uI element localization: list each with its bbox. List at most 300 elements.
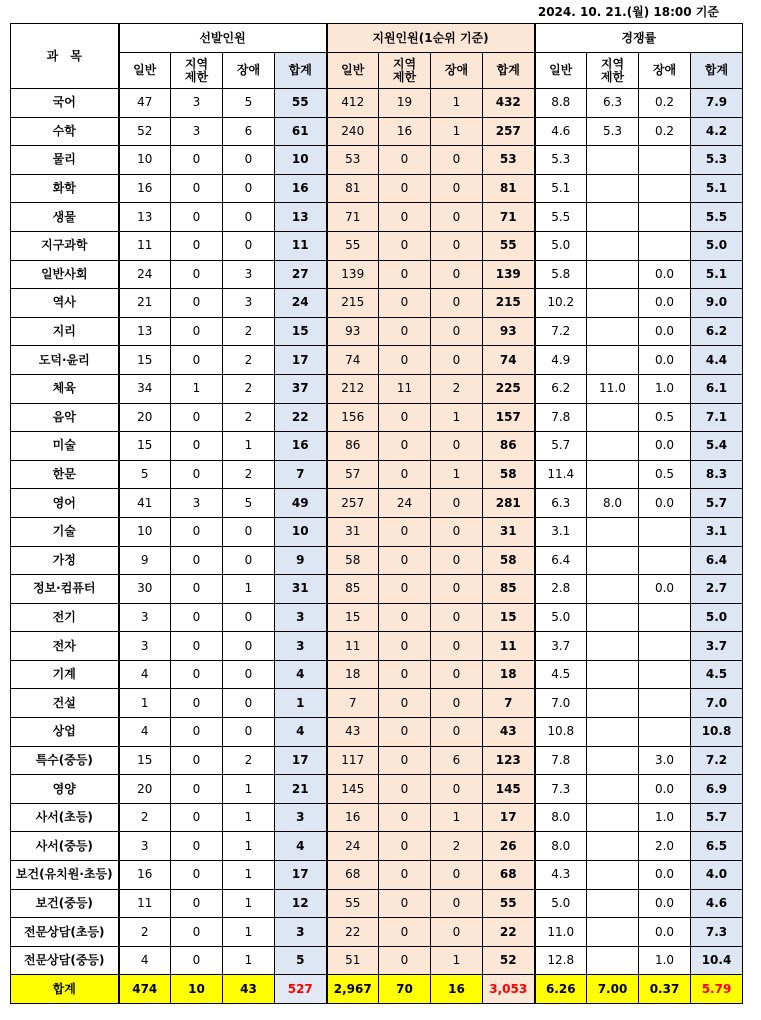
ratio-cell: 3.7	[691, 632, 743, 661]
selected-cell: 4	[275, 832, 327, 861]
selected-cell: 0	[223, 517, 275, 546]
selected-cell: 3	[275, 918, 327, 947]
subject-cell: 전문상담(초등)	[11, 918, 119, 947]
table-row	[11, 403, 743, 432]
ratio-cell	[587, 718, 639, 747]
applicant-cell: 0	[379, 746, 431, 775]
selected-cell: 27	[275, 260, 327, 289]
ratio-cell	[587, 346, 639, 375]
applicant-cell: 53	[327, 146, 379, 175]
ratio-cell: 0.0	[639, 918, 691, 947]
selected-cell: 3	[275, 632, 327, 661]
applicant-cell: 281	[483, 489, 535, 518]
applicant-cell: 0	[431, 632, 483, 661]
ratio-cell	[587, 546, 639, 575]
selected-cell: 16	[119, 174, 171, 203]
header-disabled: 장애	[431, 53, 483, 89]
selected-cell: 0	[171, 146, 223, 175]
header-applicants: 지원인원(1순위 기준)	[327, 24, 535, 53]
ratio-cell	[639, 718, 691, 747]
applicant-cell: 412	[327, 89, 379, 118]
selected-cell: 17	[275, 861, 327, 890]
applicant-cell: 2	[431, 374, 483, 403]
ratio-cell: 3.1	[691, 517, 743, 546]
ratio-cell: 5.7	[691, 489, 743, 518]
applicant-cell: 11	[483, 632, 535, 661]
applicant-cell: 18	[483, 660, 535, 689]
selected-cell: 15	[119, 746, 171, 775]
ratio-cell: 0.5	[639, 403, 691, 432]
applicant-cell: 53	[483, 146, 535, 175]
selected-cell: 61	[275, 117, 327, 146]
ratio-cell: 4.6	[535, 117, 587, 146]
subject-cell: 전문상담(중등)	[11, 946, 119, 975]
ratio-cell: 5.1	[535, 174, 587, 203]
total-cell: 10	[171, 975, 223, 1004]
header-general: 일반	[119, 53, 171, 89]
applicant-cell: 0	[431, 603, 483, 632]
applicant-cell: 31	[327, 517, 379, 546]
competition-table	[10, 23, 743, 1004]
ratio-cell	[639, 174, 691, 203]
applicant-cell: 0	[379, 632, 431, 661]
ratio-cell: 0.0	[639, 432, 691, 461]
ratio-cell: 11.0	[535, 918, 587, 947]
applicant-cell: 18	[327, 660, 379, 689]
ratio-cell: 6.2	[691, 317, 743, 346]
selected-cell: 24	[275, 289, 327, 318]
subject-cell: 지리	[11, 317, 119, 346]
applicant-cell: 71	[483, 203, 535, 232]
applicant-cell: 58	[327, 546, 379, 575]
applicant-cell: 86	[483, 432, 535, 461]
total-cell: 0.37	[639, 975, 691, 1004]
applicant-cell: 0	[431, 546, 483, 575]
selected-cell: 7	[275, 460, 327, 489]
selected-cell: 9	[275, 546, 327, 575]
subject-cell: 물리	[11, 146, 119, 175]
subject-cell: 영양	[11, 775, 119, 804]
applicant-cell: 0	[431, 889, 483, 918]
applicant-cell: 86	[327, 432, 379, 461]
applicant-cell: 0	[431, 575, 483, 604]
applicant-cell: 156	[327, 403, 379, 432]
total-label: 합계	[11, 975, 119, 1004]
applicant-cell: 43	[483, 718, 535, 747]
applicant-cell: 0	[379, 889, 431, 918]
header-general: 일반	[327, 53, 379, 89]
ratio-cell: 5.7	[691, 803, 743, 832]
table-row	[11, 832, 743, 861]
applicant-cell: 85	[327, 575, 379, 604]
selected-cell: 3	[119, 632, 171, 661]
applicant-cell: 1	[431, 403, 483, 432]
applicant-cell: 139	[483, 260, 535, 289]
applicant-cell: 17	[483, 803, 535, 832]
applicant-cell: 0	[379, 946, 431, 975]
applicant-cell: 432	[483, 89, 535, 118]
applicant-cell: 68	[483, 861, 535, 890]
applicant-cell: 7	[483, 689, 535, 718]
applicant-cell: 0	[379, 546, 431, 575]
selected-cell: 0	[171, 918, 223, 947]
selected-cell: 15	[119, 432, 171, 461]
applicant-cell: 257	[483, 117, 535, 146]
ratio-cell: 6.4	[691, 546, 743, 575]
selected-cell: 0	[223, 718, 275, 747]
ratio-cell: 4.9	[535, 346, 587, 375]
selected-cell: 0	[171, 946, 223, 975]
ratio-cell	[639, 517, 691, 546]
ratio-cell	[587, 803, 639, 832]
ratio-cell	[587, 775, 639, 804]
applicant-cell: 0	[379, 660, 431, 689]
applicant-cell: 0	[431, 346, 483, 375]
selected-cell: 20	[119, 775, 171, 804]
subject-cell: 특수(중등)	[11, 746, 119, 775]
applicant-cell: 0	[431, 260, 483, 289]
applicant-cell: 57	[327, 460, 379, 489]
selected-cell: 30	[119, 575, 171, 604]
subject-cell: 상업	[11, 718, 119, 747]
subject-cell: 가정	[11, 546, 119, 575]
ratio-cell: 5.3	[535, 146, 587, 175]
selected-cell: 17	[275, 746, 327, 775]
applicant-cell: 58	[483, 460, 535, 489]
selected-cell: 20	[119, 403, 171, 432]
selected-cell: 0	[171, 775, 223, 804]
header-regional: 지역 제한	[587, 53, 639, 89]
ratio-cell	[587, 660, 639, 689]
ratio-cell: 4.3	[535, 861, 587, 890]
ratio-cell	[587, 746, 639, 775]
applicant-cell: 24	[327, 832, 379, 861]
applicant-cell: 212	[327, 374, 379, 403]
applicant-cell: 11	[327, 632, 379, 661]
ratio-cell	[587, 174, 639, 203]
subject-cell: 정보·컴퓨터	[11, 575, 119, 604]
selected-cell: 2	[223, 374, 275, 403]
selected-cell: 1	[223, 861, 275, 890]
selected-cell: 0	[223, 146, 275, 175]
ratio-cell	[587, 231, 639, 260]
ratio-cell: 6.2	[535, 374, 587, 403]
ratio-cell: 8.3	[691, 460, 743, 489]
ratio-cell: 6.4	[535, 546, 587, 575]
applicant-cell: 0	[431, 918, 483, 947]
subject-cell: 사서(중등)	[11, 832, 119, 861]
applicant-cell: 0	[431, 861, 483, 890]
applicant-cell: 81	[483, 174, 535, 203]
selected-cell: 1	[223, 803, 275, 832]
selected-cell: 1	[223, 775, 275, 804]
ratio-cell: 4.2	[691, 117, 743, 146]
applicant-cell: 43	[327, 718, 379, 747]
ratio-cell: 5.1	[691, 174, 743, 203]
ratio-cell: 5.0	[691, 603, 743, 632]
applicant-cell: 145	[483, 775, 535, 804]
applicant-cell: 0	[431, 660, 483, 689]
selected-cell: 3	[223, 289, 275, 318]
ratio-cell: 8.0	[535, 803, 587, 832]
ratio-cell: 3.0	[639, 746, 691, 775]
total-cell: 70	[379, 975, 431, 1004]
selected-cell: 0	[171, 346, 223, 375]
ratio-cell	[587, 861, 639, 890]
ratio-cell: 0.0	[639, 575, 691, 604]
selected-cell: 3	[171, 89, 223, 118]
subject-cell: 건설	[11, 689, 119, 718]
ratio-cell: 5.1	[691, 260, 743, 289]
applicant-cell: 0	[379, 432, 431, 461]
selected-cell: 0	[223, 689, 275, 718]
ratio-cell: 11.4	[535, 460, 587, 489]
ratio-cell	[639, 203, 691, 232]
selected-cell: 1	[119, 689, 171, 718]
applicant-cell: 0	[431, 289, 483, 318]
total-cell: 3,053	[483, 975, 535, 1004]
selected-cell: 0	[171, 403, 223, 432]
applicant-cell: 240	[327, 117, 379, 146]
ratio-cell: 3.7	[535, 632, 587, 661]
selected-cell: 2	[119, 918, 171, 947]
selected-cell: 55	[275, 89, 327, 118]
selected-cell: 6	[223, 117, 275, 146]
applicant-cell: 215	[327, 289, 379, 318]
selected-cell: 10	[119, 146, 171, 175]
ratio-cell	[587, 517, 639, 546]
total-cell: 2,967	[327, 975, 379, 1004]
ratio-cell	[587, 460, 639, 489]
applicant-cell: 139	[327, 260, 379, 289]
ratio-cell: 0.0	[639, 260, 691, 289]
total-cell: 474	[119, 975, 171, 1004]
ratio-cell: 9.0	[691, 289, 743, 318]
selected-cell: 10	[275, 146, 327, 175]
total-cell: 5.79	[691, 975, 743, 1004]
ratio-cell: 10.2	[535, 289, 587, 318]
table-row	[11, 231, 743, 260]
selected-cell: 0	[223, 174, 275, 203]
applicant-cell: 93	[483, 317, 535, 346]
selected-cell: 3	[171, 489, 223, 518]
applicant-cell: 15	[327, 603, 379, 632]
selected-cell: 24	[119, 260, 171, 289]
selected-cell: 0	[171, 803, 223, 832]
subject-cell: 화학	[11, 174, 119, 203]
applicant-cell: 0	[379, 517, 431, 546]
ratio-cell: 7.3	[691, 918, 743, 947]
ratio-cell: 1.0	[639, 803, 691, 832]
selected-cell: 11	[119, 231, 171, 260]
applicant-cell: 31	[483, 517, 535, 546]
ratio-cell: 8.0	[535, 832, 587, 861]
selected-cell: 2	[223, 460, 275, 489]
header-total: 합계	[275, 53, 327, 89]
ratio-cell: 5.0	[691, 231, 743, 260]
table-row	[11, 918, 743, 947]
selected-cell: 16	[119, 861, 171, 890]
applicant-cell: 0	[379, 289, 431, 318]
total-cell: 6.26	[535, 975, 587, 1004]
table-row	[11, 603, 743, 632]
ratio-cell: 7.1	[691, 403, 743, 432]
ratio-cell	[587, 260, 639, 289]
selected-cell: 0	[171, 546, 223, 575]
ratio-cell: 2.8	[535, 575, 587, 604]
subject-cell: 기계	[11, 660, 119, 689]
ratio-cell	[639, 632, 691, 661]
table-row	[11, 346, 743, 375]
selected-cell: 11	[119, 889, 171, 918]
applicant-cell: 51	[327, 946, 379, 975]
selected-cell: 0	[171, 832, 223, 861]
applicant-cell: 58	[483, 546, 535, 575]
ratio-cell: 4.5	[691, 660, 743, 689]
applicant-cell: 0	[379, 689, 431, 718]
table-row	[11, 146, 743, 175]
table-row	[11, 174, 743, 203]
selected-cell: 15	[119, 346, 171, 375]
header-total: 합계	[691, 53, 743, 89]
selected-cell: 16	[275, 432, 327, 461]
selected-cell: 0	[171, 861, 223, 890]
applicant-cell: 0	[379, 603, 431, 632]
selected-cell: 2	[223, 317, 275, 346]
applicant-cell: 0	[431, 432, 483, 461]
applicant-cell: 0	[379, 146, 431, 175]
selected-cell: 0	[171, 746, 223, 775]
header-disabled: 장애	[639, 53, 691, 89]
selected-cell: 22	[275, 403, 327, 432]
header-selected: 선발인원	[119, 24, 327, 53]
selected-cell: 4	[119, 660, 171, 689]
ratio-cell: 10.8	[535, 718, 587, 747]
subject-cell: 전기	[11, 603, 119, 632]
ratio-cell: 0.0	[639, 317, 691, 346]
ratio-cell: 10.4	[691, 946, 743, 975]
selected-cell: 0	[171, 317, 223, 346]
selected-cell: 1	[223, 918, 275, 947]
selected-cell: 9	[119, 546, 171, 575]
ratio-cell	[587, 575, 639, 604]
selected-cell: 3	[119, 603, 171, 632]
selected-cell: 4	[119, 946, 171, 975]
applicant-cell: 0	[379, 174, 431, 203]
ratio-cell: 7.8	[535, 403, 587, 432]
ratio-cell: 6.3	[535, 489, 587, 518]
table-row	[11, 489, 743, 518]
applicant-cell: 0	[379, 832, 431, 861]
selected-cell: 0	[223, 546, 275, 575]
selected-cell: 5	[119, 460, 171, 489]
applicant-cell: 0	[379, 260, 431, 289]
table-row	[11, 546, 743, 575]
selected-cell: 0	[171, 203, 223, 232]
ratio-cell: 2.0	[639, 832, 691, 861]
subject-cell: 보건(유치원·초등)	[11, 861, 119, 890]
header-total: 합계	[483, 53, 535, 89]
applicant-cell: 257	[327, 489, 379, 518]
subject-cell: 도덕·윤리	[11, 346, 119, 375]
applicant-cell: 68	[327, 861, 379, 890]
total-cell: 16	[431, 975, 483, 1004]
selected-cell: 0	[223, 632, 275, 661]
selected-cell: 0	[171, 260, 223, 289]
applicant-cell: 0	[431, 718, 483, 747]
ratio-cell: 0.0	[639, 861, 691, 890]
ratio-cell: 0.2	[639, 117, 691, 146]
ratio-cell: 4.6	[691, 889, 743, 918]
subject-cell: 일반사회	[11, 260, 119, 289]
selected-cell: 21	[119, 289, 171, 318]
ratio-cell: 5.0	[535, 889, 587, 918]
selected-cell: 16	[275, 174, 327, 203]
applicant-cell: 0	[431, 489, 483, 518]
subject-cell: 한문	[11, 460, 119, 489]
header-disabled: 장애	[223, 53, 275, 89]
subject-cell: 체육	[11, 374, 119, 403]
selected-cell: 41	[119, 489, 171, 518]
applicant-cell: 157	[483, 403, 535, 432]
selected-cell: 17	[275, 346, 327, 375]
selected-cell: 0	[223, 231, 275, 260]
ratio-cell	[587, 946, 639, 975]
subject-cell: 미술	[11, 432, 119, 461]
selected-cell: 47	[119, 89, 171, 118]
ratio-cell: 10.8	[691, 718, 743, 747]
applicant-cell: 1	[431, 946, 483, 975]
ratio-cell: 1.0	[639, 946, 691, 975]
ratio-cell: 6.3	[587, 89, 639, 118]
ratio-cell	[639, 660, 691, 689]
table-row	[11, 803, 743, 832]
applicant-cell: 0	[379, 231, 431, 260]
applicant-cell: 0	[379, 460, 431, 489]
ratio-cell: 7.2	[691, 746, 743, 775]
ratio-cell	[587, 146, 639, 175]
table-row	[11, 946, 743, 975]
ratio-cell	[587, 918, 639, 947]
applicant-cell: 123	[483, 746, 535, 775]
selected-cell: 3	[275, 603, 327, 632]
table-row	[11, 374, 743, 403]
table-row	[11, 632, 743, 661]
selected-cell: 4	[275, 718, 327, 747]
selected-cell: 0	[223, 603, 275, 632]
ratio-cell: 5.7	[535, 432, 587, 461]
applicant-cell: 0	[379, 803, 431, 832]
ratio-cell	[587, 403, 639, 432]
header-ratio: 경쟁률	[535, 24, 743, 53]
selected-cell: 3	[119, 832, 171, 861]
ratio-cell: 1.0	[639, 374, 691, 403]
applicant-cell: 1	[431, 803, 483, 832]
subject-cell: 사서(초등)	[11, 803, 119, 832]
applicant-cell: 22	[327, 918, 379, 947]
applicant-cell: 0	[379, 203, 431, 232]
subject-cell: 영어	[11, 489, 119, 518]
selected-cell: 0	[223, 660, 275, 689]
subject-cell: 보건(중등)	[11, 889, 119, 918]
ratio-cell: 6.9	[691, 775, 743, 804]
applicant-cell: 0	[431, 317, 483, 346]
applicant-cell: 0	[379, 861, 431, 890]
table-row	[11, 117, 743, 146]
applicant-cell: 0	[431, 174, 483, 203]
selected-cell: 0	[171, 174, 223, 203]
total-row	[11, 975, 743, 1004]
